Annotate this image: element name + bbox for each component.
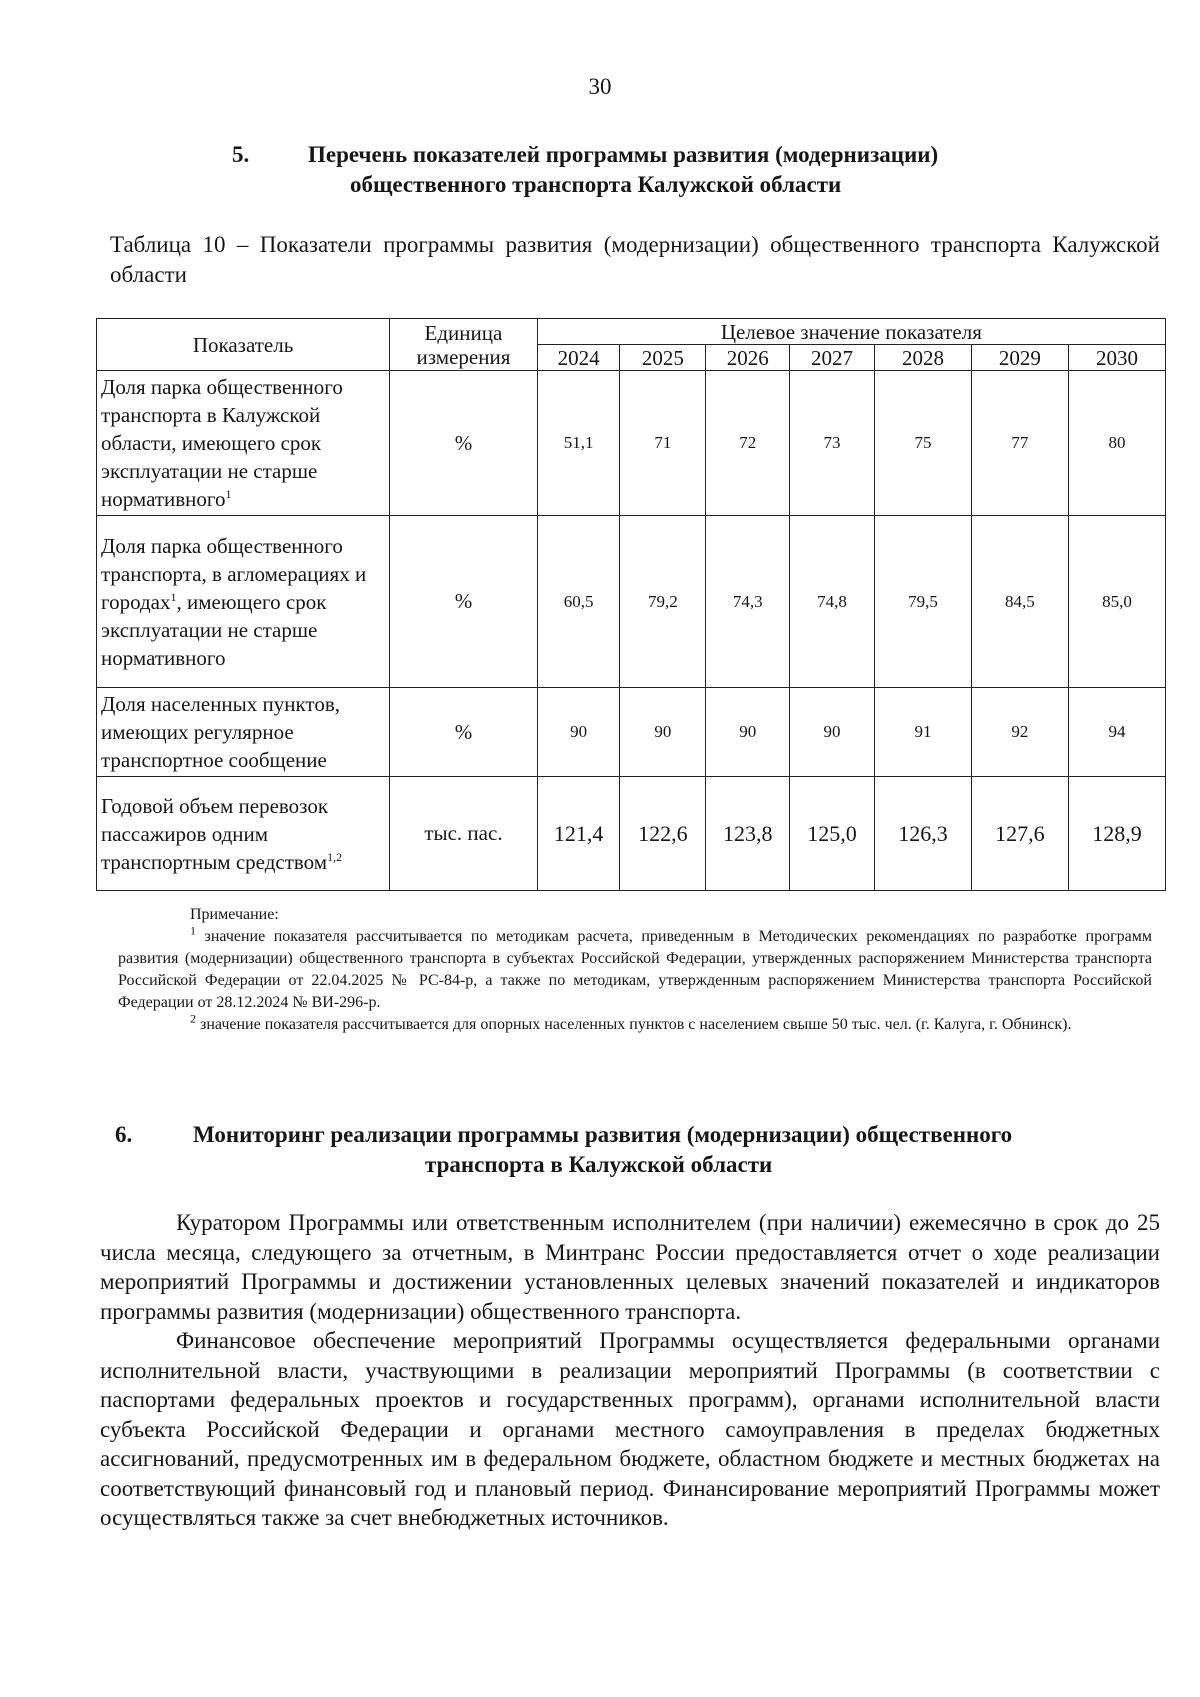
unit-cell: % [390,371,538,516]
value-cell: 122,6 [620,777,706,891]
value-cell: 60,5 [537,516,620,688]
value-cell: 123,8 [706,777,790,891]
section-number: 5. [232,142,250,167]
indicator-name: Доля парка общественного транспорта, в агломерациях и городах$^1$, имеющего срок эксплуатации не старше нормативного [97,516,390,688]
value-cell: 126,3 [874,777,971,891]
table-note [118,904,1152,1036]
paragraph: Финансовое обеспечение мероприятий Программы осуществляется федеральными органами исполнительной власти, участвующими в реализации мероприятий Программы (в соответствии с паспортами федеральных проектов и государственных программ), органами исполнительной власти субъекта Российской Федерации и органами местного самоуправления в пределах бюджетных ассигнований, предусмотренных им в федеральном бюджете, областном бюджете и местных бюджетах на соответствующий финансовый год и плановый период. Финансирование мероприятий Программы может осуществляться также за счет внебюджетных источников. [100,1328,1160,1530]
value-cell: 90 [706,688,790,777]
section-title-line: общественного транспорта Калужской области [350,172,842,197]
value-cell: 90 [537,688,620,777]
table-caption: Таблица 10 – Показатели программы развития (модернизации) общественного транспорта Калужской области [110,232,1160,287]
value-cell: 71 [620,371,706,516]
indicator-name: Доля парка общественного транспорта в Калужской области, имеющего срок эксплуатации не старше нормативного$^1$ [97,371,390,516]
value-cell: 80 [1068,371,1165,516]
value-cell: 79,5 [874,516,971,688]
table-row [97,777,1166,891]
value-cell: 84,5 [971,516,1068,688]
paragraph: Куратором Программы или ответственным исполнителем (при наличии) ежемесячно в срок до 25 числа месяца, следующего за отчетным, в Минтранс России предоставляется отчет о ходе реализации мероприятий Программы и достижении установленных целевых значений показателей и индикаторов программы развития (модернизации) общественного транспорта. [100,1210,1160,1324]
value-cell: 74,3 [706,516,790,688]
value-cell: 75 [874,371,971,516]
header-target-value: Целевое значение показателя [537,319,1165,345]
section-title-line: Мониторинг реализации программы развития (модернизации) общественного [193,1122,1013,1147]
value-cell: 128,9 [1068,777,1165,891]
footnote-2: $^2$ значение показателя рассчитывается для опорных населенных пунктов с населением свыше 50 тыс. чел. (г. Калуга, г. Обнинск). [190,1011,1072,1033]
indicator-name: Доля населенных пунктов, имеющих регулярное транспортное сообщение [97,688,390,777]
indicator-name: Годовой объем перевозок пассажиров одним транспортным средством$^{1,2}$ [97,777,390,891]
unit-cell: тыс. пас. [390,777,538,891]
header-indicator: Показатель [97,319,390,371]
page-number: 30 [588,74,612,99]
value-cell: 94 [1068,688,1165,777]
value-cell: 127,6 [971,777,1068,891]
section-title-line: Перечень показателей программы развития (модернизации) [308,142,939,167]
header-unit: Единица измерения [390,319,538,371]
value-cell: 121,4 [537,777,620,891]
section-title-line: транспорта в Калужской области [425,1152,773,1177]
table-row [97,516,1166,688]
value-cell: 51,1 [537,371,620,516]
section-number: 6. [115,1122,133,1147]
value-cell: 90 [620,688,706,777]
note-title: Примечание: [190,906,279,923]
header-year: 2029 [971,345,1068,371]
table-row [97,688,1166,777]
header-year: 2030 [1068,345,1165,371]
value-cell: 125,0 [790,777,875,891]
value-cell: 92 [971,688,1068,777]
unit-cell: % [390,516,538,688]
header-year: 2026 [706,345,790,371]
value-cell: 85,0 [1068,516,1165,688]
value-cell: 77 [971,371,1068,516]
value-cell: 72 [706,371,790,516]
table-row [97,371,1166,516]
value-cell: 79,2 [620,516,706,688]
value-cell: 91 [874,688,971,777]
header-year: 2025 [620,345,706,371]
value-cell: 73 [790,371,875,516]
section-6-body [100,1208,1160,1533]
value-cell: 74,8 [790,516,875,688]
footnote-1: $^1$ значение показателя рассчитывается по методикам расчета, приведенным в Методических рекомендациях по разработке программ развития (модернизации) общественного транспорта в субъектах Российской Федерации, утвержденных распоряжением Министерства транспорта Российской Федерации от 22.04.2025 № РС-84-р, а также по методикам, утвержденным распоряжением Министерства транспорта Российской Федерации от 28.12.2024 № ВИ-296-р. [118,923,1152,1011]
header-year: 2028 [874,345,971,371]
value-cell: 90 [790,688,875,777]
header-year: 2024 [537,345,620,371]
indicators-table [96,318,1166,891]
header-year: 2027 [790,345,875,371]
unit-cell: % [390,688,538,777]
